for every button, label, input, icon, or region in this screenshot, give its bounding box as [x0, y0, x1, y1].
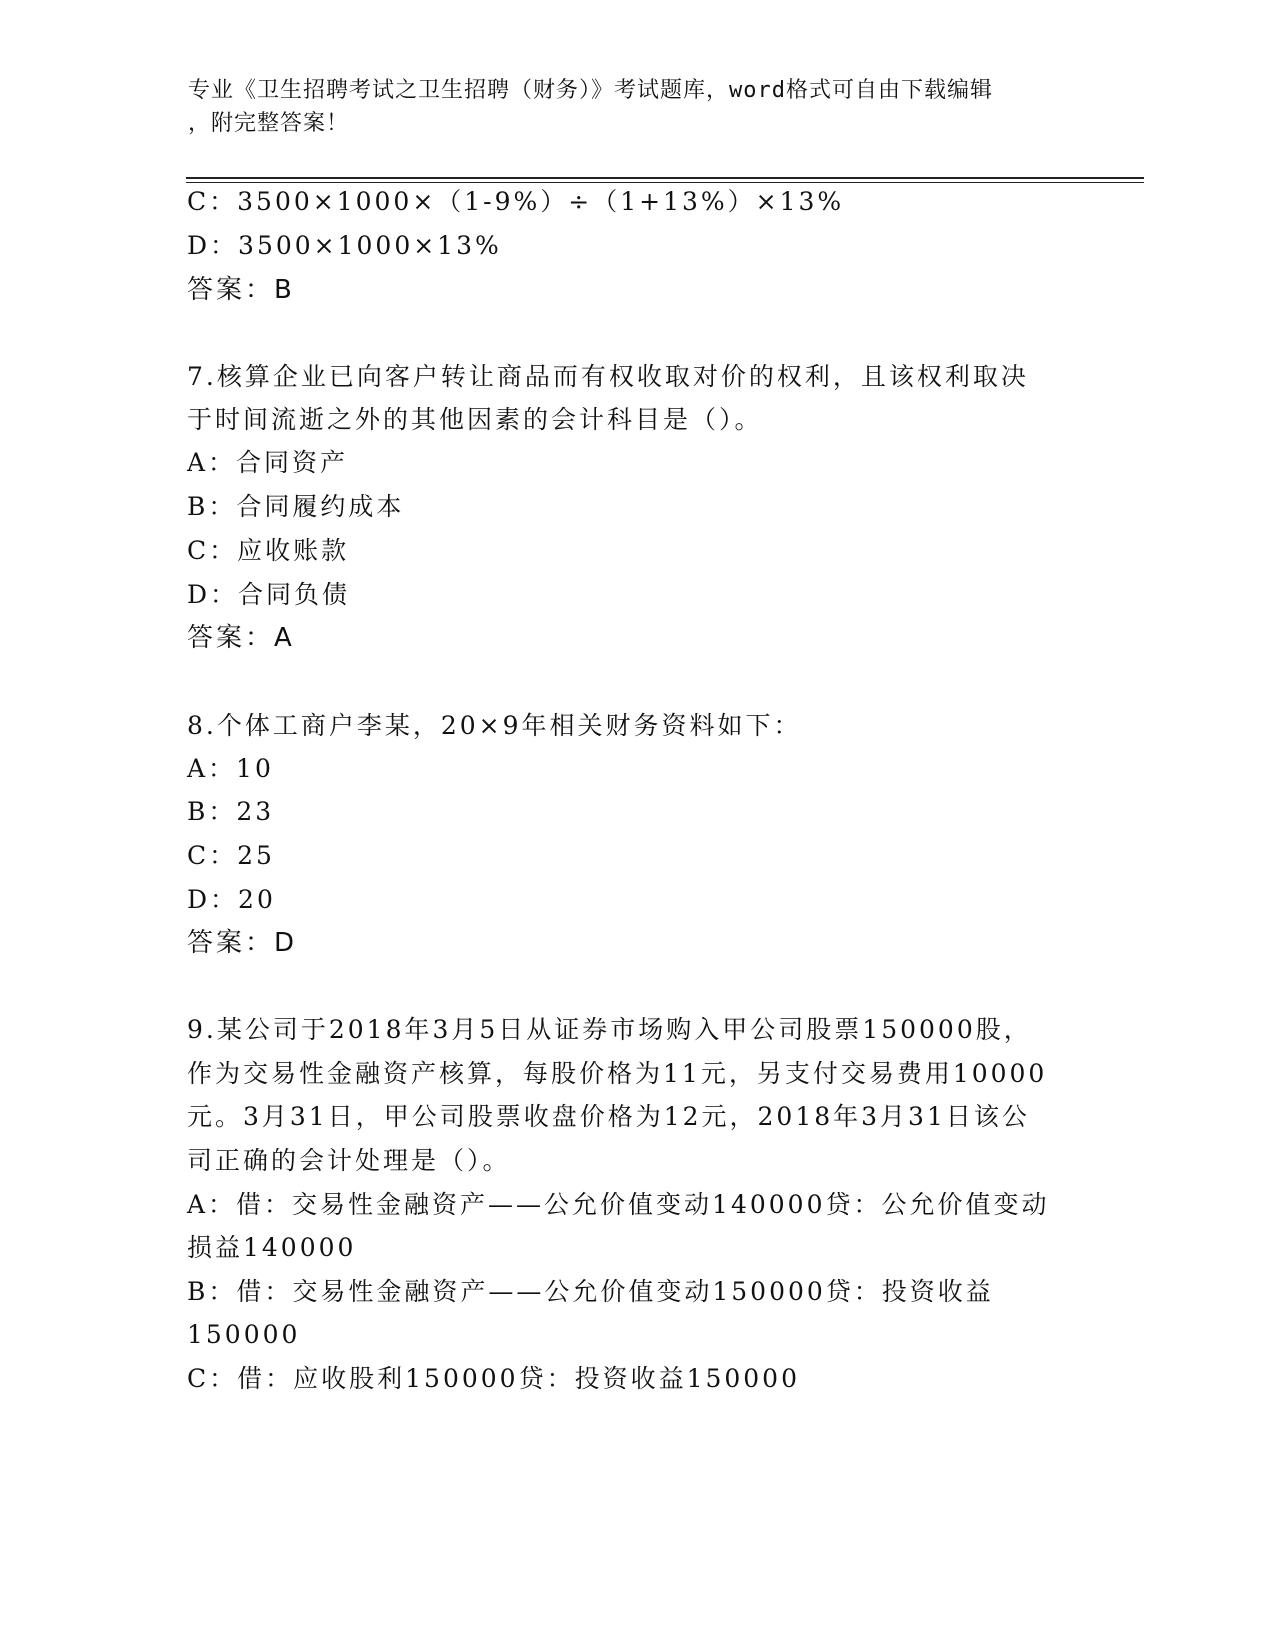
- q9-option-a-line-2: 损益140000: [187, 1233, 357, 1262]
- q9-question-line-2: 作为交易性金融资产核算，每股价格为11元，另支付交易费用10000: [187, 1059, 1048, 1088]
- q8-option-c: C：25: [187, 841, 275, 870]
- q6-answer: 答案：B: [187, 275, 295, 305]
- q7-answer: 答案：A: [187, 623, 295, 653]
- q9-question-line-3: 元。3月31日，甲公司股票收盘价格为12元，2018年3月31日该公: [187, 1102, 1030, 1131]
- q9-question-line-4: 司正确的会计处理是（）。: [187, 1146, 511, 1175]
- q8-option-d: D：20: [187, 885, 276, 914]
- q7-question-line-1: 7.核算企业已向客户转让商品而有权收取对价的权利，且该权利取决: [187, 362, 1029, 391]
- header-line-2: ，附完整答案！: [188, 111, 350, 136]
- q6-option-c: C：3500×1000×（1-9%）÷（1+13%）×13%: [187, 187, 845, 216]
- q8-option-b: B：23: [187, 797, 275, 826]
- q8-answer: 答案：D: [187, 928, 298, 958]
- header-divider-thick: [186, 177, 1144, 179]
- q7-option-c: C：应收账款: [187, 536, 350, 565]
- q8-option-a: A：10: [187, 754, 274, 783]
- q9-option-a-line-1: A：借：交易性金融资产——公允价值变动140000贷：公允价值变动: [187, 1190, 1050, 1219]
- q9-option-c: C：借：应收股利150000贷：投资收益150000: [187, 1364, 800, 1393]
- q6-option-d: D：3500×1000×13%: [187, 231, 502, 260]
- q7-option-d: D：合同负债: [187, 580, 351, 609]
- q7-option-b: B：合同履约成本: [187, 492, 405, 521]
- header-divider-thin: [186, 182, 1144, 183]
- q9-question-line-1: 9.某公司于2018年3月5日从证券市场购入甲公司股票150000股，: [187, 1015, 1032, 1044]
- q7-question-line-2: 于时间流逝之外的其他因素的会计科目是（）。: [187, 405, 763, 434]
- header-line-1: 专业《卫生招聘考试之卫生招聘（财务）》考试题库，word格式可自由下载编辑: [188, 78, 993, 103]
- q9-option-b-line-1: B：借：交易性金融资产——公允价值变动150000贷：投资收益: [187, 1277, 994, 1306]
- q9-option-b-line-2: 150000: [187, 1320, 301, 1349]
- document-header: [188, 74, 1088, 140]
- q8-question: 8.个体工商户李某，20×9年相关财务资料如下：: [187, 711, 802, 740]
- q7-option-a: A：合同资产: [187, 448, 349, 477]
